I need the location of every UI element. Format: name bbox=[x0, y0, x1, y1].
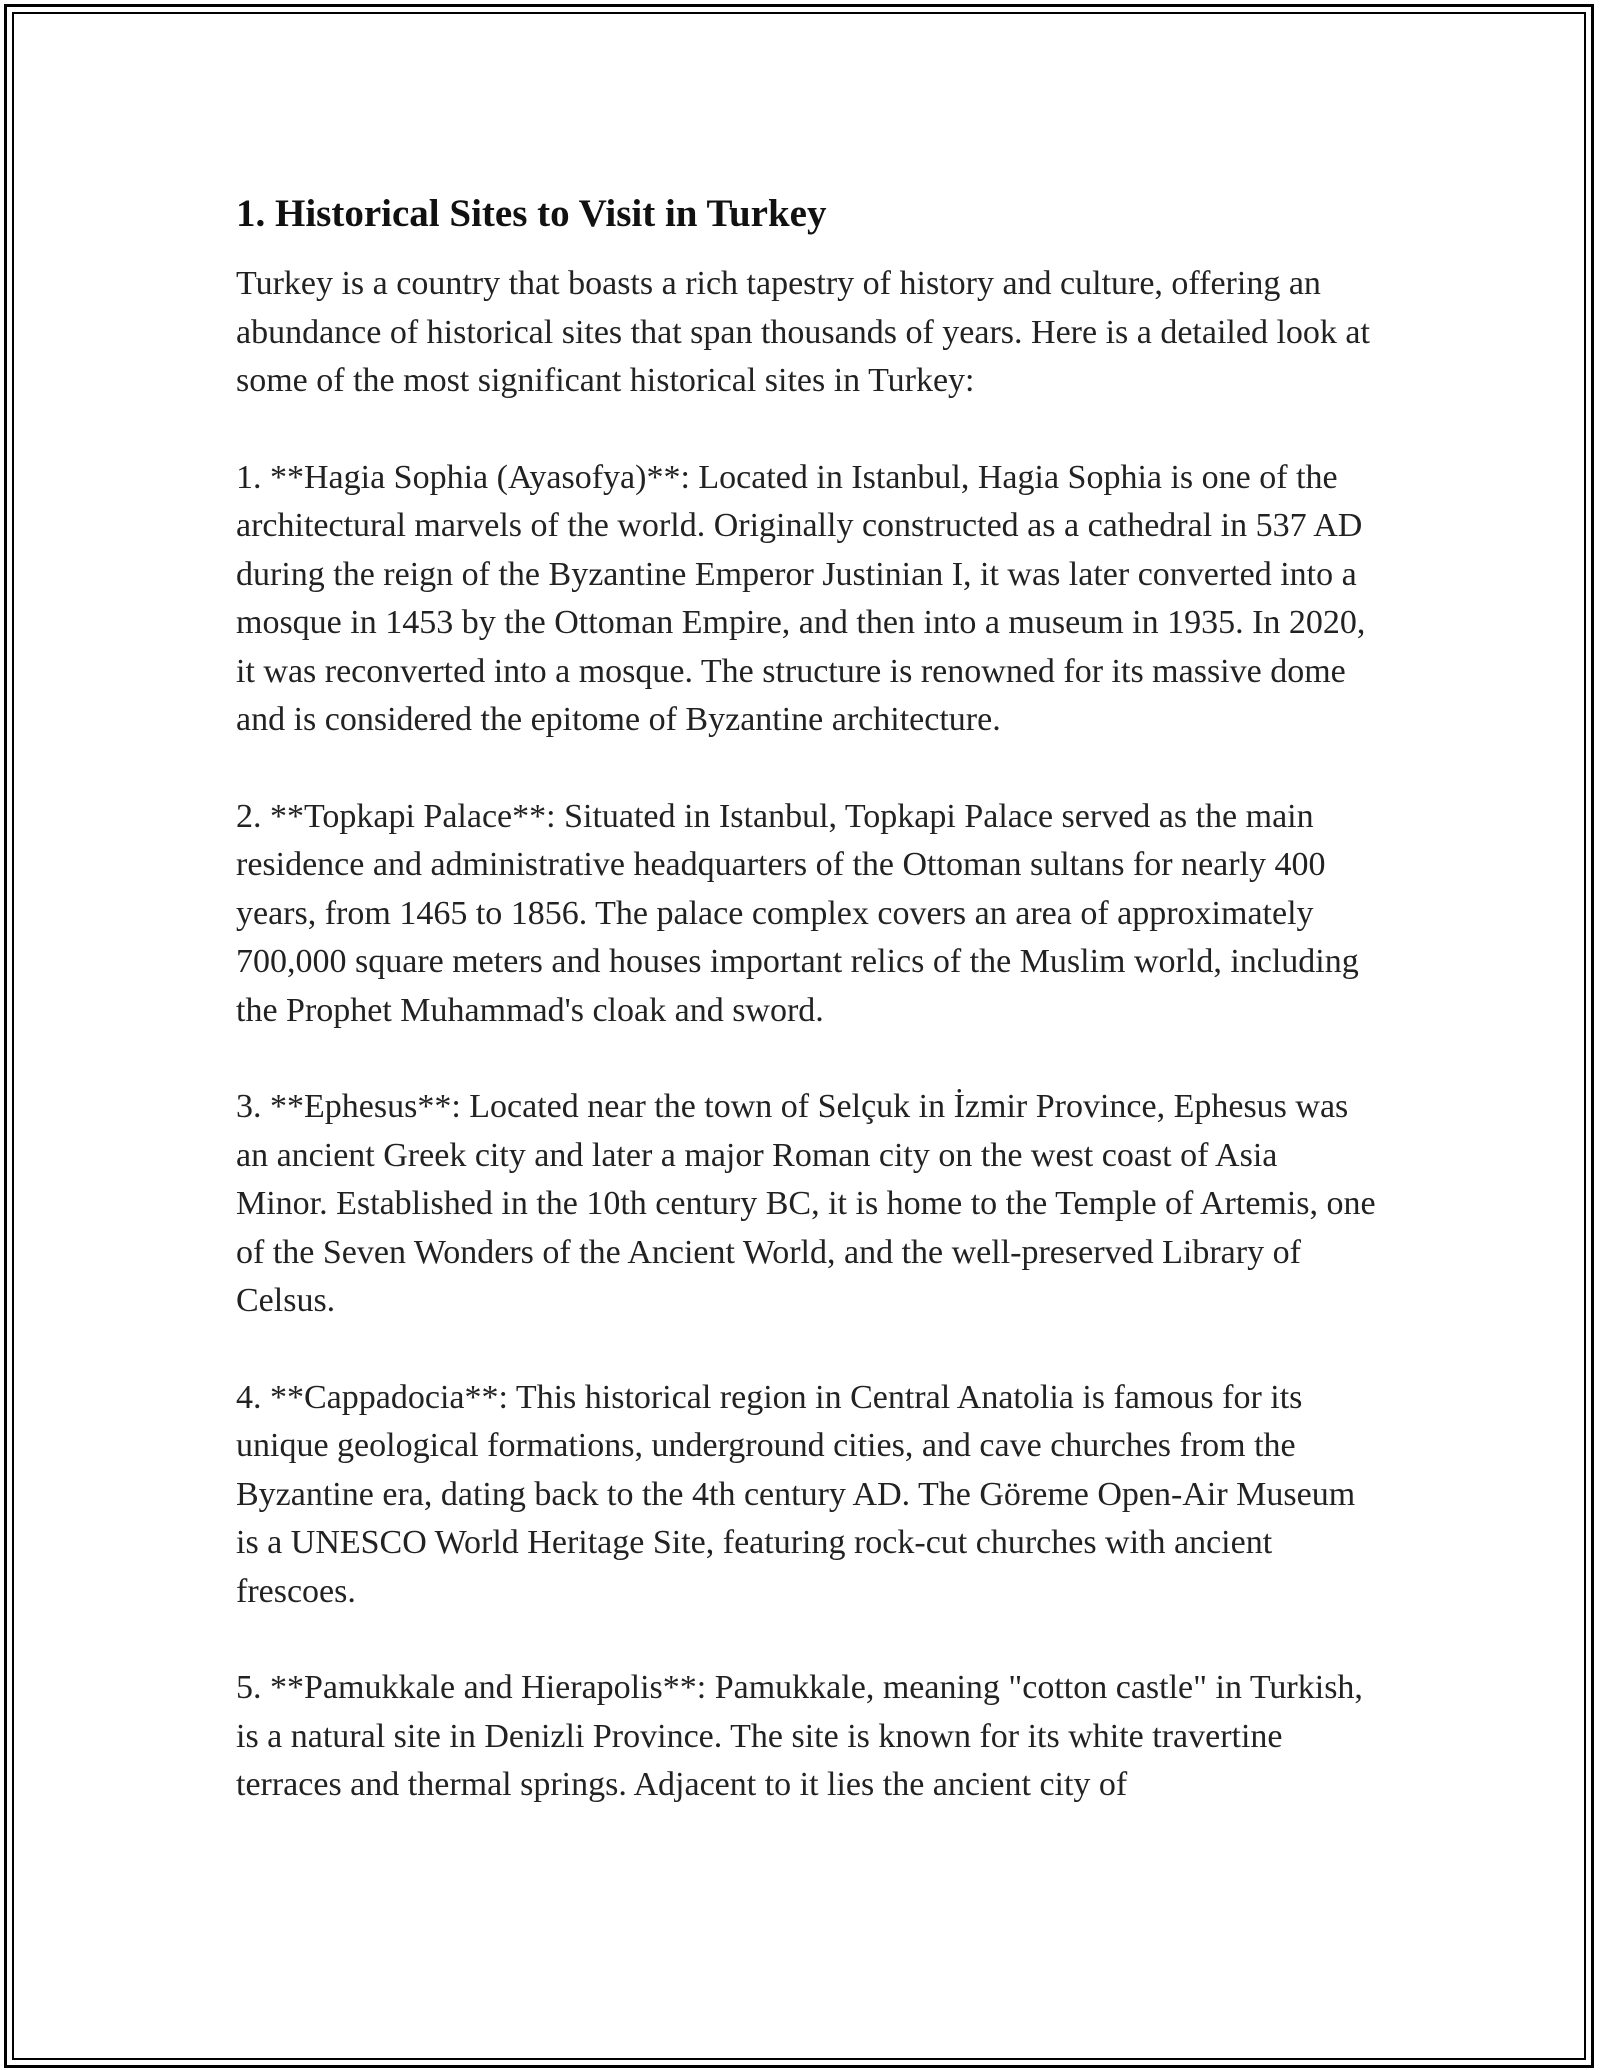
intro-paragraph: Turkey is a country that boasts a rich tapestry of history and culture, offering an abundance of historical sites that span thousands of years. Here is a detailed look at some of the most significant historical sites in Turkey: bbox=[236, 265, 1370, 399]
paragraph-ephesus: 3. **Ephesus**: Located near the town of Selçuk in İzmir Province, Ephesus was an ancient Greek city and later a major Roman city on the west coast of Asia Minor. Established in the 10th century BC, it is home to the Temple of Artemis, one of the Seven Wonders of the Ancient World, and the well-preserved Library of Celsus. bbox=[236, 1088, 1376, 1319]
document-body bbox=[236, 188, 1376, 1858]
paragraph-pamukkale: 5. **Pamukkale and Hierapolis**: Pamukkale, meaning "cotton castle" in Turkish, is a natural site in Denizli Province. The site is known for its white travertine terraces and thermal springs. Adjacent to it lies the ancient city of bbox=[236, 1669, 1363, 1803]
paragraph-hagia-sophia: 1. **Hagia Sophia (Ayasofya)**: Located in Istanbul, Hagia Sophia is one of the architectural marvels of the world. Originally constructed as a cathedral in 537 AD during the reign of the Byzantine Emperor Justinian I, it was later converted into a mosque in 1453 by the Ottoman Empire, and then into a museum in 1935. In 2020, it was reconverted into a mosque. The structure is renowned for its massive dome and is considered the epitome of Byzantine architecture. bbox=[236, 458, 1366, 738]
document-title: 1. Historical Sites to Visit in Turkey bbox=[236, 192, 827, 235]
paragraph-cappadocia: 4. **Cappadocia**: This historical region in Central Anatolia is famous for its unique geological formations, underground cities, and cave churches from the Byzantine era, dating back to the 4th century AD. The Göreme Open-Air Museum is a UNESCO World Heritage Site, featuring rock-cut churches with ancient frescoes. bbox=[236, 1378, 1356, 1610]
paragraph-topkapi-palace: 2. **Topkapi Palace**: Situated in Istanbul, Topkapi Palace served as the main residence and administrative headquarters of the Ottoman sultans for nearly 400 years, from 1465 to 1856. The palace complex covers an area of approximately 700,000 square meters and houses important relics of the Muslim world, including the Prophet Muhammad's cloak and sword. bbox=[236, 797, 1359, 1029]
